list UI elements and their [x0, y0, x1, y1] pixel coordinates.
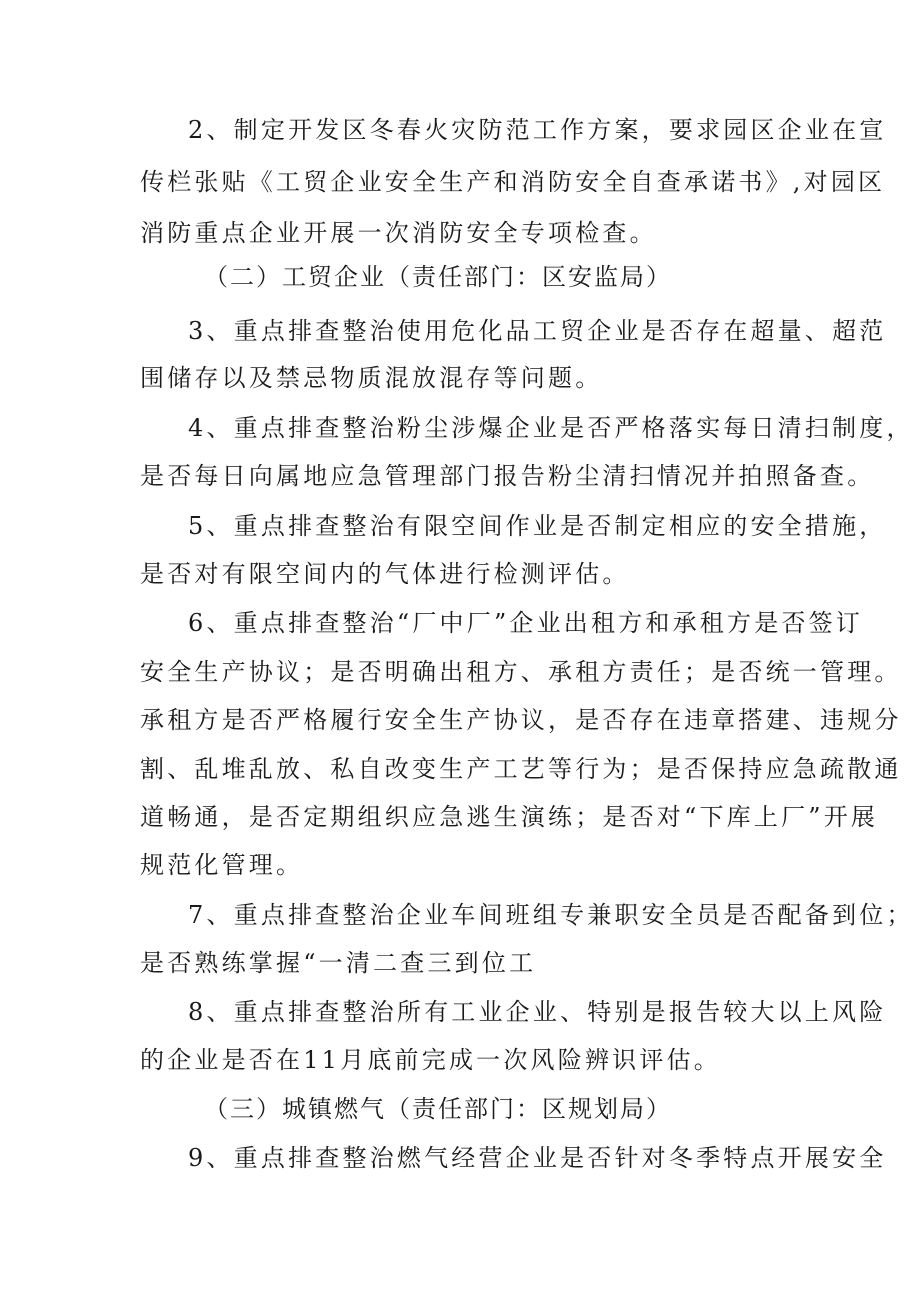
item-5-line-1: 5、重点排查整治有限空间作业是否制定相应的安全措施， [188, 512, 887, 540]
item-2-line-2: 传栏张贴《工贸企业安全生产和消防安全自查承诺书》,对园区 [140, 168, 886, 196]
item-2-line-3: 消防重点企业开展一次消防安全专项检查。 [140, 219, 657, 247]
item-3-line-2: 围储存以及禁忌物质混放混存等问题。 [140, 364, 603, 392]
item-4-line-2: 是否每日向属地应急管理部门报告粉尘清扫情况并拍照备查。 [140, 462, 875, 490]
item-2-line-1: 2、制定开发区冬春火灾防范工作方案，要求园区企业在宣 [188, 116, 887, 144]
item-4-line-1: 4、重点排查整治粉尘涉爆企业是否严格落实每日清扫制度， [188, 414, 914, 442]
section-heading-3: （三）城镇燃气（责任部门：区规划局） [204, 1095, 672, 1123]
item-3-line-1: 3、重点排查整治使用危化品工贸企业是否存在超量、超范 [188, 317, 887, 345]
item-6-line-4: 割、乱堆乱放、私自改变生产工艺等行为；是否保持应急疏散通 [140, 755, 902, 783]
item-8-line-2: 的企业是否在11月底前完成一次风险辨识评估。 [140, 1046, 721, 1074]
item-6-line-6: 规范化管理。 [140, 851, 304, 879]
item-8-line-1: 8、重点排查整治所有工业企业、特别是报告较大以上风险 [188, 998, 887, 1026]
item-9-line-1: 9、重点排查整治燃气经营企业是否针对冬季特点开展安全 [188, 1144, 887, 1172]
item-6-line-5: 道畅通，是否定期组织应急逃生演练；是否对“下库上厂”开展 [140, 803, 879, 831]
item-7-line-2: 是否熟练掌握“一清二查三到位工 [140, 949, 537, 977]
item-6-line-1: 6、重点排查整治“厂中厂”企业出租方和承租方是否签订 [188, 609, 864, 637]
item-7-line-1: 7、重点排查整治企业车间班组专兼职安全员是否配备到位； [188, 901, 914, 929]
item-6-line-3: 承租方是否严格履行安全生产协议，是否存在违章搭建、违规分 [140, 706, 902, 734]
item-6-line-2: 安全生产协议；是否明确出租方、承租方责任；是否统一管理。 [140, 658, 902, 686]
section-heading-2: （二）工贸企业（责任部门：区安监局） [204, 263, 672, 291]
item-5-line-2: 是否对有限空间内的气体进行检测评估。 [140, 560, 630, 588]
